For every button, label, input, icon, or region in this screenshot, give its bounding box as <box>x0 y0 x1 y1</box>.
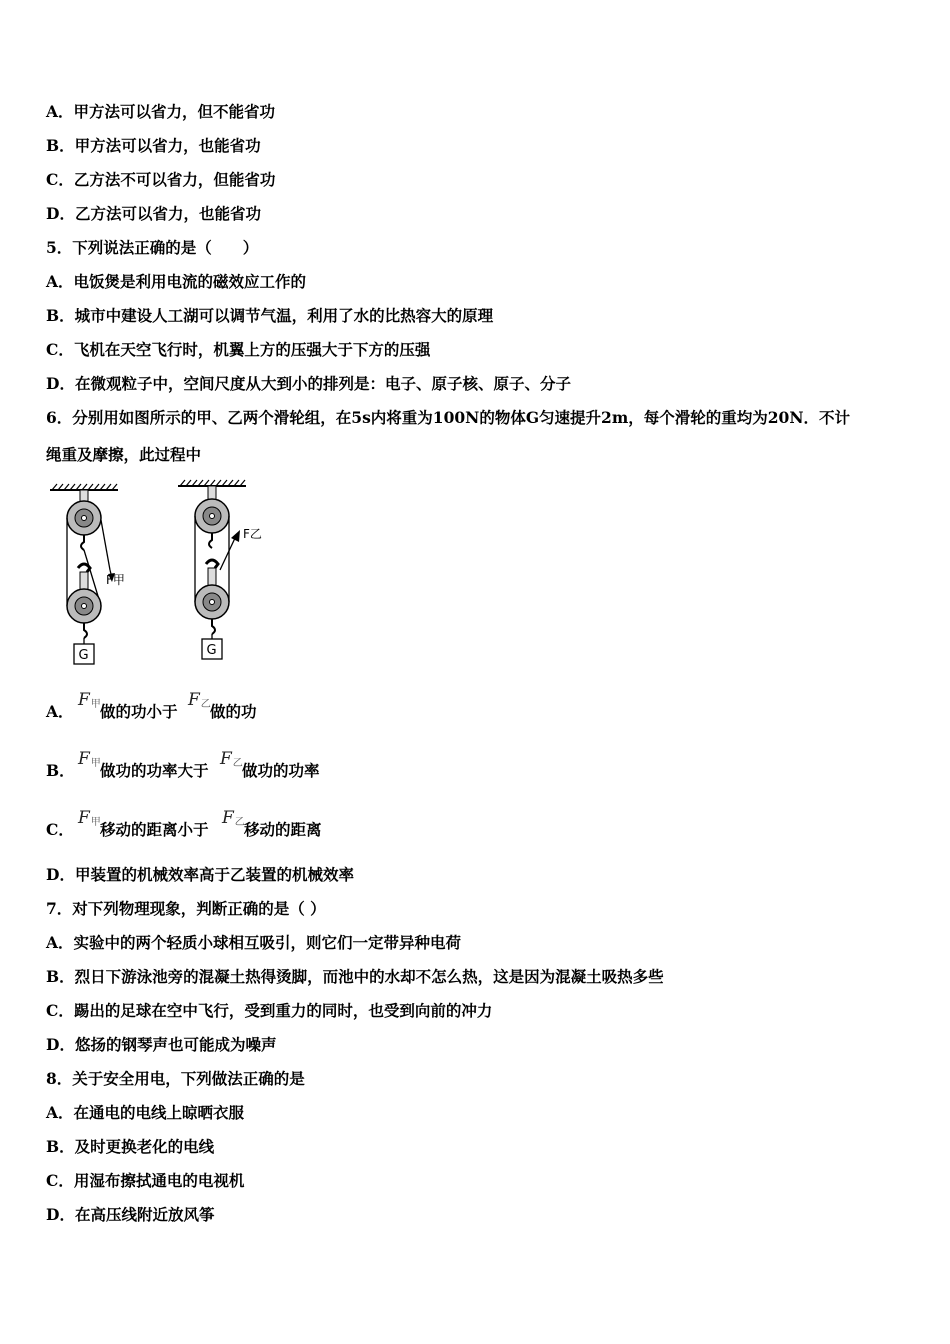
option-text: 移动的距离 <box>244 820 322 839</box>
q8-option-c: C．用湿布擦拭通电的电视机 <box>46 1171 245 1190</box>
option-text: 移动的距离小于 <box>100 820 209 839</box>
force-symbol-yi: $F_乙$ <box>188 690 211 710</box>
force-symbol-yi: $F_乙$ <box>222 808 245 828</box>
q4-option-c: C．乙方法不可以省力，但能省功 <box>46 170 276 189</box>
q6-stem-line2: 绳重及摩擦，此过程中 <box>46 445 202 464</box>
q6-option-c <box>46 808 446 838</box>
option-text: 做功的功率大于 <box>100 761 209 780</box>
q8-option-d: D．在高压线附近放风筝 <box>46 1205 215 1224</box>
q7-stem: 7．对下列物理现象，判断正确的是（ ） <box>46 899 326 918</box>
force-label-jia: F甲 <box>106 573 125 587</box>
force-symbol-jia: $F_甲$ <box>78 808 101 828</box>
option-text: 做的功 <box>210 702 257 721</box>
q6-option-d: D．甲装置的机械效率高于乙装置的机械效率 <box>46 865 354 884</box>
q7-option-d: D．悠扬的钢琴声也可能成为噪声 <box>46 1035 277 1054</box>
q7-option-c: C．踢出的足球在空中飞行，受到重力的同时，也受到向前的冲力 <box>46 1001 493 1020</box>
option-letter: A． <box>46 702 74 721</box>
force-symbol-jia: $F_甲$ <box>78 690 101 710</box>
q5-option-d: D．在微观粒子中，空间尺度从大到小的排列是：电子、原子核、原子、分子 <box>46 374 571 393</box>
q4-option-a: A．甲方法可以省力，但不能省功 <box>46 102 276 121</box>
q5-option-c: C．飞机在天空飞行时，机翼上方的压强大于下方的压强 <box>46 340 431 359</box>
option-letter: B． <box>46 761 75 780</box>
weight-label-yi: G <box>206 643 217 658</box>
q5-option-b: B．城市中建设人工湖可以调节气温，利用了水的比热容大的原理 <box>46 306 494 325</box>
q6-stem-line1: 6．分别用如图所示的甲、乙两个滑轮组，在5s内将重为100N的物体G匀速提升2m，每个滑轮的重均为20N．不计 <box>46 408 850 427</box>
pulley-diagram <box>40 478 280 673</box>
option-text: 做功的功率 <box>242 761 320 780</box>
q7-option-a: A．实验中的两个轻质小球相互吸引，则它们一定带异种电荷 <box>46 933 462 952</box>
q4-option-b: B．甲方法可以省力，也能省功 <box>46 136 261 155</box>
option-letter: C． <box>46 820 74 839</box>
q5-stem: 5．下列说法正确的是（ ） <box>46 238 259 257</box>
q4-option-d: D．乙方法可以省力，也能省功 <box>46 204 261 223</box>
q8-option-a: A．在通电的电线上晾晒衣服 <box>46 1103 245 1122</box>
option-text: 做的功小于 <box>100 702 178 721</box>
q6-option-b <box>46 749 446 779</box>
pulley-system-yi <box>178 480 262 659</box>
q8-option-b: B．及时更换老化的电线 <box>46 1137 215 1156</box>
force-symbol-yi: $F_乙$ <box>220 749 243 769</box>
pulley-system-jia <box>50 484 125 664</box>
q7-option-b: B．烈日下游泳池旁的混凝土热得烫脚，而池中的水却不怎么热，这是因为混凝土吸热多些 <box>46 967 664 986</box>
hook-icon <box>78 564 90 572</box>
force-label-yi: F乙 <box>243 527 262 541</box>
q6-option-a <box>46 690 446 720</box>
q5-option-a: A．电饭煲是利用电流的磁效应工作的 <box>46 272 307 291</box>
force-symbol-jia: $F_甲$ <box>78 749 101 769</box>
q8-stem: 8．关于安全用电，下列做法正确的是 <box>46 1069 305 1088</box>
weight-label-jia: G <box>78 648 89 663</box>
